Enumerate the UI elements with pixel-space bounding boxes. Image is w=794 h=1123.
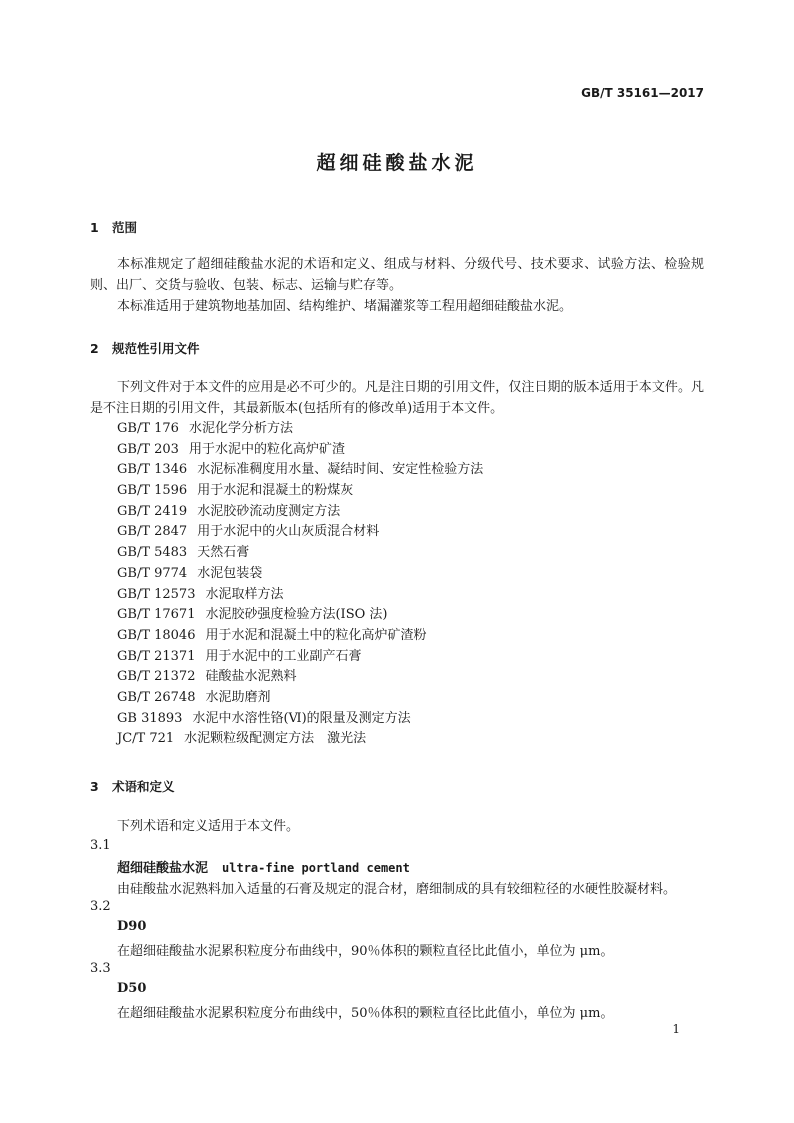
reference-code: GB 31893 xyxy=(117,710,183,726)
reference-title: 水泥胶砂强度检验方法(ISO 法) xyxy=(205,607,388,623)
references-intro: 下列文件对于本文件的应用是必不可少的。凡是注日期的引用文件，仅注日期的版本适用于本文件。凡是不注日期的引用文件，其最新版本(包括所有的修改单)适用于本文件。 xyxy=(90,380,704,416)
standard-code: GB/T 35161—2017 xyxy=(581,86,704,100)
reference-item xyxy=(117,605,483,626)
reference-item xyxy=(117,502,483,523)
clause-number: 3.1 xyxy=(90,838,111,853)
term-definition: 在超细硅酸盐水泥累积粒度分布曲线中，90％体积的颗粒直径比此值小，单位为 μm。 xyxy=(117,944,614,959)
term-heading xyxy=(117,857,410,876)
reference-code: GB/T 2847 xyxy=(117,524,188,540)
term-zh: D90 xyxy=(117,919,147,934)
reference-code: GB/T 203 xyxy=(117,441,179,457)
reference-title: 硅酸盐水泥熟料 xyxy=(205,669,297,685)
reference-item xyxy=(117,522,483,543)
reference-code: JC/T 721 xyxy=(117,731,175,747)
section-number: 3 xyxy=(90,779,99,794)
reference-code: GB/T 5483 xyxy=(117,545,188,561)
section-2-heading xyxy=(90,339,200,357)
reference-item xyxy=(117,481,483,502)
reference-item xyxy=(117,543,483,564)
term-zh: 超细硅酸盐水泥 xyxy=(117,861,209,876)
reference-code: GB/T 17671 xyxy=(117,607,196,623)
scope-paragraph-1: 本标准规定了超细硅酸盐水泥的术语和定义、组成与材料、分级代号、技术要求、试验方法、检验规则、出厂、交货与验收、包装、标志、运输与贮存等。 xyxy=(90,257,704,293)
reference-title: 水泥胶砂流动度测定方法 xyxy=(197,503,341,519)
reference-item xyxy=(117,626,483,647)
reference-item xyxy=(117,460,483,481)
reference-code: GB/T 26748 xyxy=(117,689,196,705)
reference-code: GB/T 1346 xyxy=(117,462,188,478)
reference-item xyxy=(117,667,483,688)
term-heading xyxy=(117,981,146,996)
section-3-heading xyxy=(90,777,175,795)
reference-item xyxy=(117,585,483,606)
reference-title: 用于水泥中的粒化高炉矿渣 xyxy=(188,441,345,457)
reference-code: GB/T 9774 xyxy=(117,565,188,581)
term-heading xyxy=(117,919,146,934)
section-number: 1 xyxy=(90,220,99,235)
reference-code: GB/T 12573 xyxy=(117,586,196,602)
section-title: 规范性引用文件 xyxy=(112,341,200,356)
section-title: 范围 xyxy=(112,220,138,235)
reference-list xyxy=(117,419,483,750)
section-title: 术语和定义 xyxy=(112,779,175,794)
term-en: ultra-fine portland cement xyxy=(222,861,410,875)
reference-item xyxy=(117,688,483,709)
reference-code: GB/T 18046 xyxy=(117,627,196,643)
document-title: 超细硅酸盐水泥 xyxy=(316,152,478,174)
reference-code: GB/T 176 xyxy=(117,421,179,436)
reference-title: 水泥标准稠度用水量、凝结时间、安定性检验方法 xyxy=(197,462,484,478)
reference-item xyxy=(117,647,483,668)
reference-title: 用于水泥和混凝土中的粒化高炉矿渣粉 xyxy=(205,627,427,643)
reference-code: GB/T 2419 xyxy=(117,503,188,519)
section-1-heading xyxy=(90,218,137,236)
reference-title: 水泥化学分析方法 xyxy=(188,421,293,436)
scope-paragraph-2: 本标准适用于建筑物地基加固、结构维护、堵漏灌浆等工程用超细硅酸盐水泥。 xyxy=(117,299,573,314)
terms-intro: 下列术语和定义适用于本文件。 xyxy=(117,819,300,834)
clause-number: 3.3 xyxy=(90,961,111,976)
reference-code: GB/T 21372 xyxy=(117,669,196,685)
reference-item xyxy=(117,564,483,585)
reference-code: GB/T 21371 xyxy=(117,648,196,664)
term-definition: 由硅酸盐水泥熟料加入适量的石膏及规定的混合材，磨细制成的具有较细粒径的水硬性胶凝材料。 xyxy=(117,882,677,897)
reference-item xyxy=(117,440,483,461)
reference-title: 天然石膏 xyxy=(197,545,250,561)
term-definition: 在超细硅酸盐水泥累积粒度分布曲线中，50％体积的颗粒直径比此值小，单位为 μm。 xyxy=(117,1006,614,1021)
page-number: 1 xyxy=(672,1022,680,1036)
reference-item xyxy=(117,419,483,440)
reference-code: GB/T 1596 xyxy=(117,483,188,499)
reference-item xyxy=(117,729,483,750)
reference-title: 水泥颗粒级配测定方法 激光法 xyxy=(184,731,367,747)
reference-title: 水泥取样方法 xyxy=(205,586,284,602)
reference-title: 水泥包装袋 xyxy=(197,565,263,581)
clause-number: 3.2 xyxy=(90,899,111,914)
section-number: 2 xyxy=(90,341,99,356)
reference-item xyxy=(117,709,483,730)
reference-title: 水泥助磨剂 xyxy=(205,689,271,705)
reference-title: 用于水泥中的工业副产石膏 xyxy=(205,648,362,664)
reference-title: 用于水泥中的火山灰质混合材料 xyxy=(197,524,380,540)
term-zh: D50 xyxy=(117,981,147,996)
reference-title: 用于水泥和混凝土的粉煤灰 xyxy=(197,483,354,499)
reference-title: 水泥中水溶性铬(Ⅵ)的限量及测定方法 xyxy=(192,710,411,726)
